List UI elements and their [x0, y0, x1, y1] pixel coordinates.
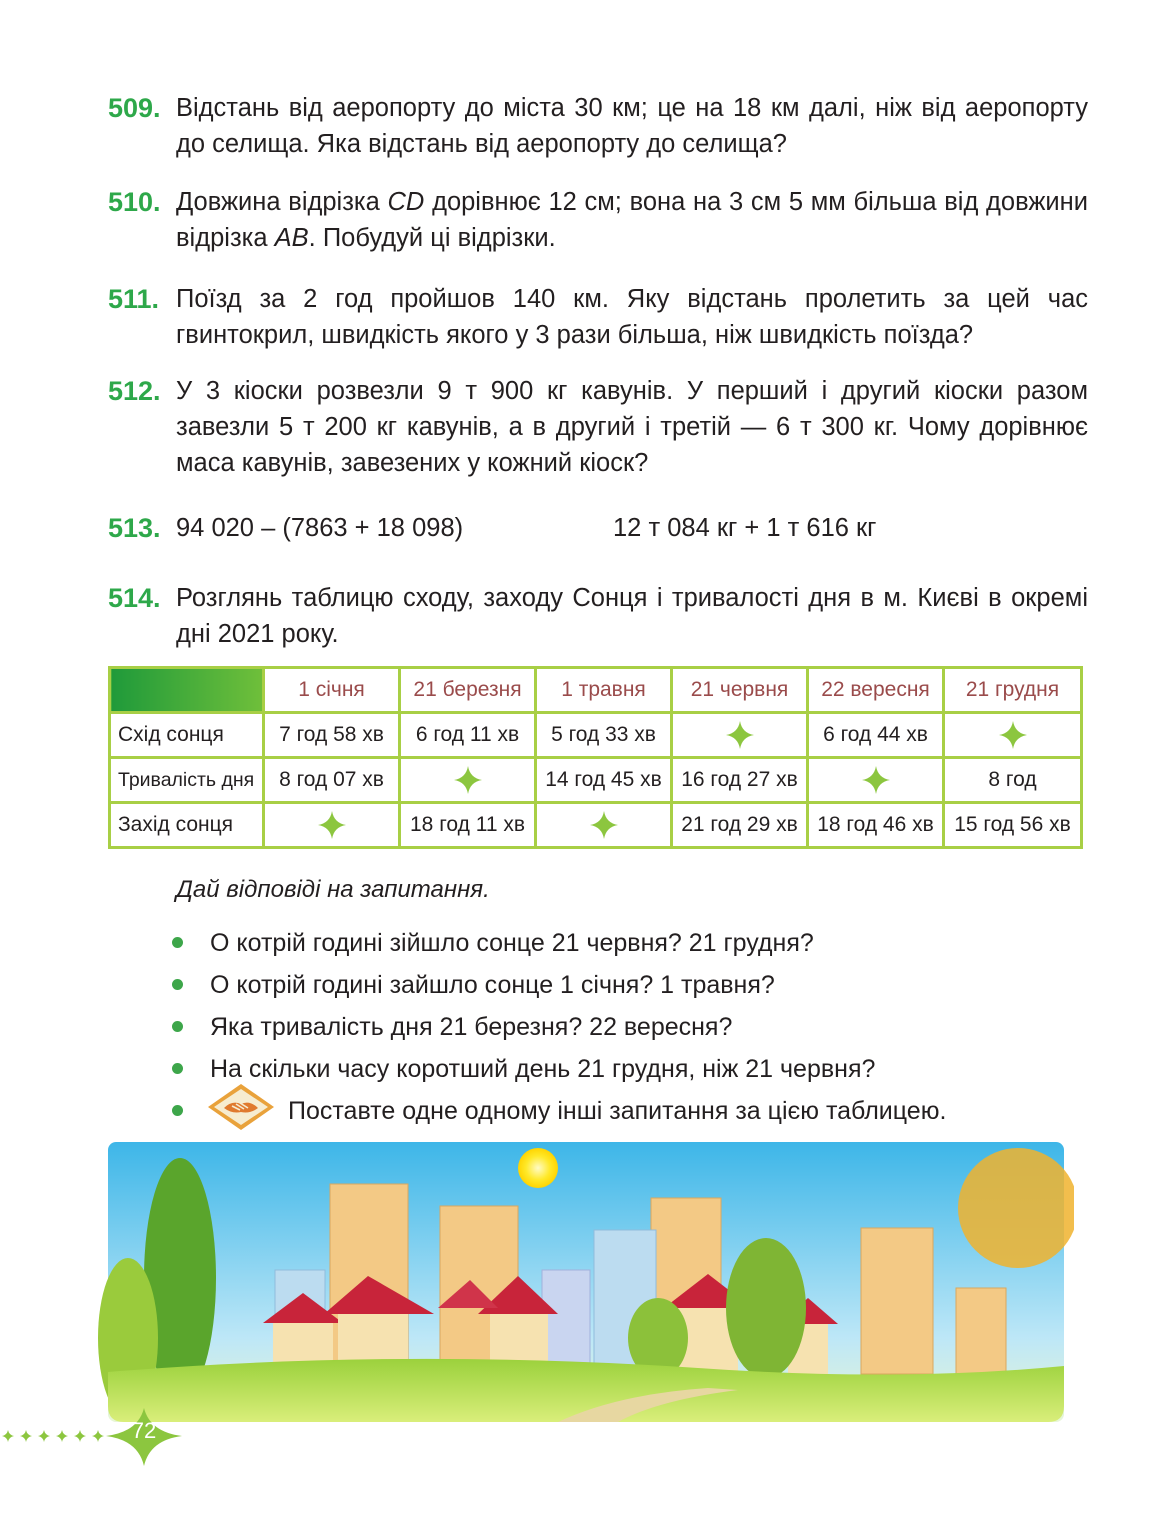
segment-label: AB — [274, 224, 309, 252]
table-header-row — [110, 668, 1082, 713]
star-icon — [998, 720, 1028, 750]
question-text: О котрій годині зайшло сонце 1 січня? 1 травня? — [210, 971, 775, 999]
sun-table — [108, 666, 1083, 849]
table-cell: 14 год 45 хв — [536, 758, 672, 803]
star-icon — [453, 765, 483, 795]
list-item — [172, 1006, 946, 1048]
question-text: На скільки часу коротший день 21 грудня, ніж 21 червня? — [210, 1055, 876, 1083]
table-cell-missing — [536, 803, 672, 848]
bullet-icon — [172, 1063, 183, 1074]
table-cell: 7 год 58 хв — [264, 713, 400, 758]
task-text — [176, 184, 1088, 256]
table-cell: 8 год 07 хв — [264, 758, 400, 803]
table-cell-missing — [944, 713, 1082, 758]
task-text: Поїзд за 2 год пройшов 140 км. Яку відстань пролетить за цей час гвинтокрил, швидкість якого у 3 рази більша, ніж швидкість поїзда? — [176, 285, 1088, 349]
table-row-sunrise — [110, 713, 1082, 758]
city-illustration — [98, 1138, 1074, 1530]
task-number: 512. — [108, 376, 161, 406]
bullet-icon — [172, 937, 183, 948]
question-text: О котрій годині зійшло сонце 21 червня? 21 грудня? — [210, 929, 814, 957]
text-part: . Побудуй ці відрізки. — [308, 224, 556, 252]
table-cell: 21 год 29 хв — [672, 803, 808, 848]
table-cell: 15 год 56 хв — [944, 803, 1082, 848]
row-label: Схід сонця — [110, 713, 264, 758]
star-icon — [589, 810, 619, 840]
task-text: Розглянь таблицю сходу, заходу Сонця і тривалості дня в м. Києві в окремі дні 2021 року. — [176, 584, 1088, 648]
column-header: 22 вересня — [808, 668, 944, 713]
page-number: 72 — [131, 1418, 157, 1443]
questions-prompt: Дай відповіді на запитання. — [176, 876, 490, 903]
task-511 — [108, 281, 1088, 353]
table-cell: 6 год 11 хв — [400, 713, 536, 758]
list-item — [172, 1090, 946, 1132]
bullet-icon — [172, 1105, 183, 1116]
bullet-icon — [172, 1021, 183, 1032]
star-icon — [317, 810, 347, 840]
bullet-icon — [172, 979, 183, 990]
expression-1: 94 020 – (7863 + 18 098) — [176, 514, 464, 542]
page-footer-ornament — [0, 1408, 200, 1468]
questions-list — [172, 922, 946, 1132]
task-number: 513. — [108, 513, 161, 543]
table-cell-missing — [264, 803, 400, 848]
table-corner — [110, 668, 264, 713]
table-cell-missing — [672, 713, 808, 758]
list-item — [172, 922, 946, 964]
table-cell: 16 год 27 хв — [672, 758, 808, 803]
question-text: Яка тривалість дня 21 березня? 22 вересня? — [210, 1013, 733, 1041]
table-cell: 8 год — [944, 758, 1082, 803]
row-label: Тривалість дня — [110, 758, 264, 803]
table-cell: 5 год 33 хв — [536, 713, 672, 758]
question-text: Поставте одне одному інші запитання за цією таблицею. — [288, 1097, 947, 1125]
task-text: У 3 кіоски розвезли 9 т 900 кг кавунів. У перший і другий кіоски разом завезли 5 т 200 кг кавунів, а в другий і третій — 6 т 300 кг. Чому дорівнює маса кавунів, завезених у кожний кіоск? — [176, 377, 1088, 477]
task-text: Відстань від аеропорту до міста 30 км; це на 18 км далі, ніж від аеропорту до селища. Яка відстань від аеропорту до селища? — [176, 94, 1088, 158]
list-item — [172, 1048, 946, 1090]
handshake-icon — [206, 1082, 276, 1132]
task-509 — [108, 90, 1088, 162]
task-number: 514. — [108, 583, 161, 613]
segment-label: CD — [387, 188, 425, 216]
task-513 — [108, 510, 1088, 546]
star-icon — [725, 720, 755, 750]
table-cell-missing — [808, 758, 944, 803]
star-icon — [861, 765, 891, 795]
column-header: 1 травня — [536, 668, 672, 713]
task-number: 511. — [108, 284, 160, 314]
column-header: 21 грудня — [944, 668, 1082, 713]
table-cell: 18 год 46 хв — [808, 803, 944, 848]
table-row-sunset — [110, 803, 1082, 848]
column-header: 21 червня — [672, 668, 808, 713]
table-cell: 18 год 11 хв — [400, 803, 536, 848]
text-part: Довжина відрізка — [176, 188, 388, 216]
task-514 — [108, 580, 1088, 652]
column-header: 21 березня — [400, 668, 536, 713]
task-510 — [108, 184, 1088, 256]
table-cell: 6 год 44 хв — [808, 713, 944, 758]
row-label: Захід сонця — [110, 803, 264, 848]
table-row-daylength — [110, 758, 1082, 803]
task-number: 510. — [108, 187, 161, 217]
list-item — [172, 964, 946, 1006]
task-512 — [108, 373, 1088, 481]
column-header: 1 січня — [264, 668, 400, 713]
table-cell-missing — [400, 758, 536, 803]
text-part: дорівнює 12 см; вона на 3 см 5 мм більша від довжини відрізка — [176, 188, 1089, 252]
task-number: 509. — [108, 93, 161, 123]
expression-2: 12 т 084 кг + 1 т 616 кг — [613, 514, 877, 542]
